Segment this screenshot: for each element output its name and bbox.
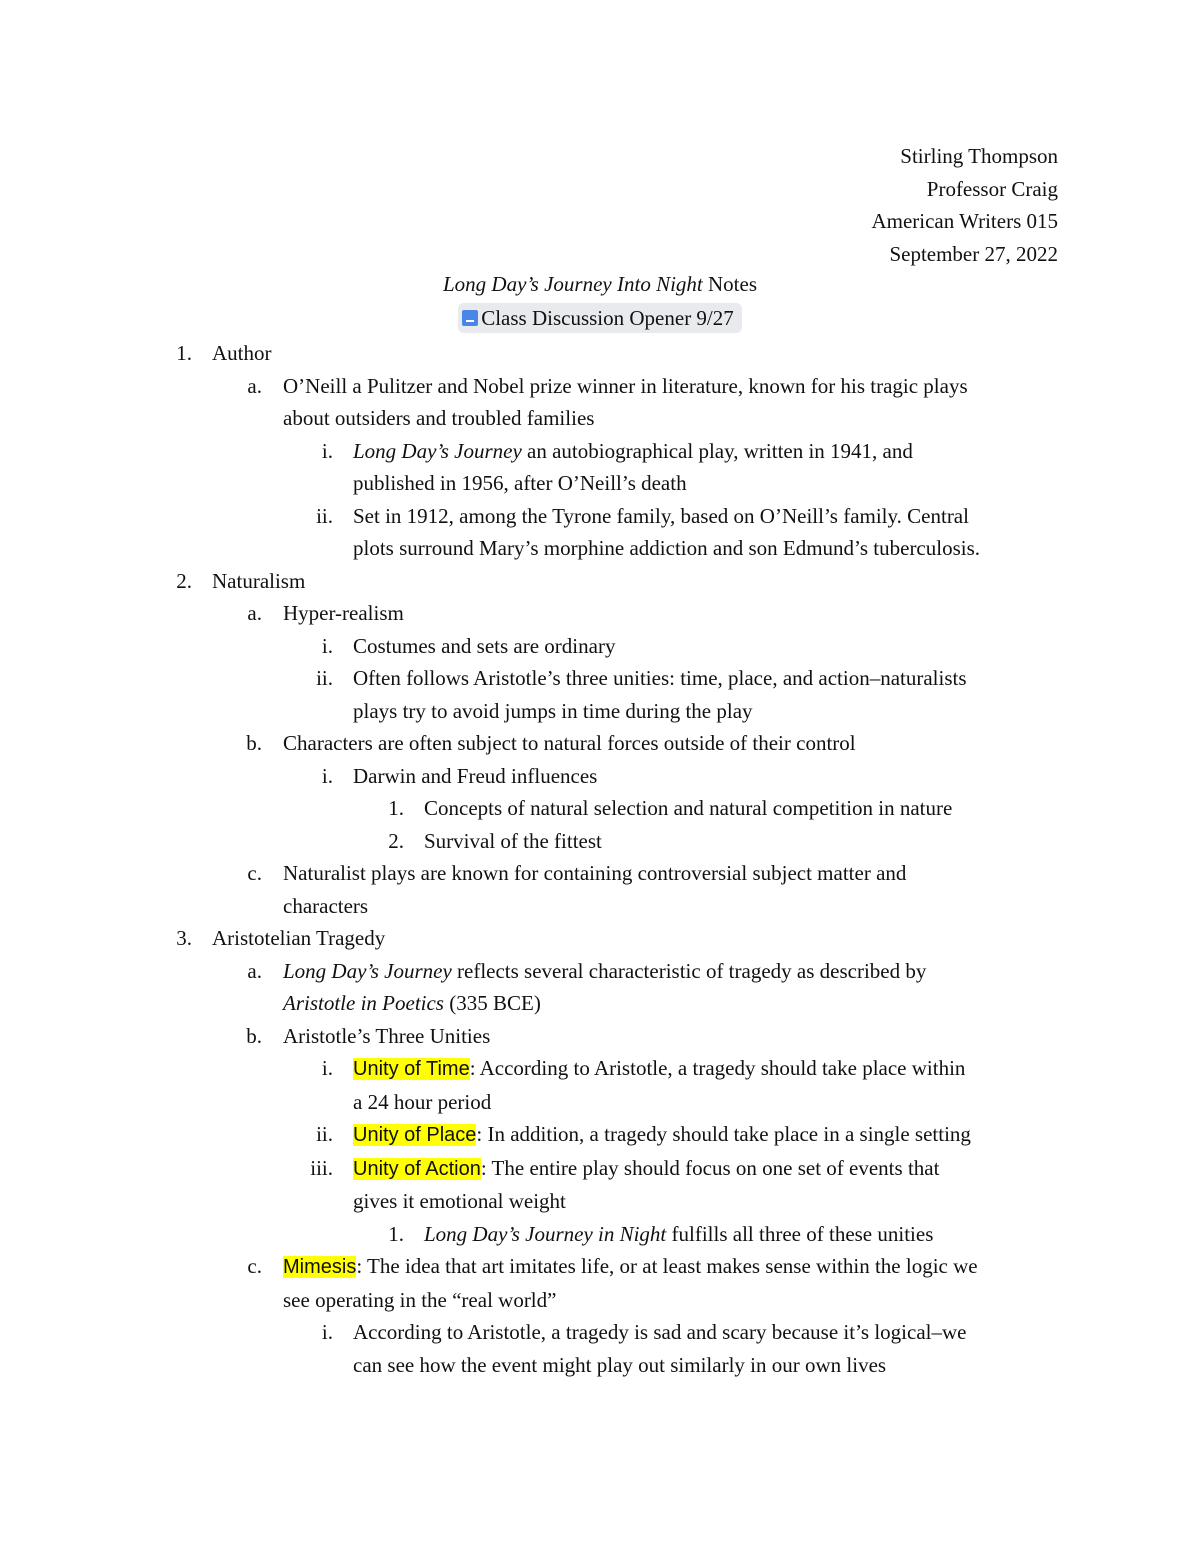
student-name: Stirling Thompson [900, 144, 1058, 168]
outline-continuation [0, 890, 1200, 923]
outline-italic-text: Long Day’s Journey [353, 438, 522, 463]
outline-item [0, 1052, 1200, 1086]
outline-text: Survival of the fittest [424, 828, 602, 853]
outline-text: can see how the event might play out similarly in our own lives [353, 1352, 887, 1377]
document-date: September 27, 2022 [889, 241, 1058, 266]
outline-item [0, 1316, 1200, 1349]
list-marker: i. [321, 1320, 333, 1344]
outline-text: : According to Aristotle, a tragedy should take place within [469, 1056, 966, 1080]
outline-item [0, 825, 1200, 858]
list-marker: 1. [176, 341, 192, 365]
outline-text: Darwin and Freud influences [353, 763, 598, 788]
outline-continuation [0, 1349, 1200, 1382]
outline-text: Naturalist plays are known for containing controversial subject matter and [283, 861, 907, 885]
outline-item [0, 857, 1200, 890]
outline-continuation [0, 402, 1200, 435]
outline-text: plots surround Mary’s morphine addiction and son Edmund’s tuberculosis. [353, 536, 981, 560]
outline-text: Author [212, 341, 272, 365]
outline-item [0, 792, 1200, 825]
outline-continuation [0, 695, 1200, 728]
outline-item [0, 630, 1200, 663]
notes-outline [0, 337, 1200, 1381]
outline-text: gives it emotional weight [353, 1189, 566, 1213]
list-marker: ii. [316, 666, 333, 690]
list-marker: a. [247, 373, 262, 398]
outline-italic-text: Long Day’s Journey in Night [424, 1221, 667, 1246]
outline-continuation [0, 467, 1200, 500]
list-marker: i. [321, 633, 333, 658]
document-header [871, 140, 1058, 270]
outline-text: Characters are often subject to natural forces outside of their control [283, 731, 856, 755]
professor-name: Professor Craig [926, 176, 1058, 201]
list-marker: 1. [388, 796, 404, 820]
outline-text: Hyper-realism [283, 601, 404, 625]
outline-continuation [0, 1185, 1200, 1218]
course-name: American Writers 015 [871, 209, 1058, 233]
outline-text: Concepts of natural selection and natural competition in nature [424, 796, 953, 820]
outline-item [0, 597, 1200, 630]
outline-item [0, 727, 1200, 760]
list-marker: 1. [388, 1221, 404, 1246]
outline-text: : The idea that art imitates life, or at least makes sense within the logic we [356, 1254, 978, 1278]
list-marker: i. [321, 1056, 333, 1080]
outline-item [0, 1020, 1200, 1053]
outline-item [0, 955, 1200, 988]
outline-item [0, 1152, 1200, 1186]
outline-text: an autobiographical play, written in 1941, and [521, 438, 913, 463]
highlighted-term: Unity of Place [353, 1124, 477, 1146]
list-marker: iii. [310, 1155, 333, 1180]
outline-item [0, 500, 1200, 533]
list-marker: 2. [176, 568, 192, 593]
outline-item [0, 370, 1200, 403]
outline-text: (335 BCE) [443, 991, 541, 1015]
outline-continuation [0, 1086, 1200, 1119]
outline-text: reflects several characteristic of tragedy as described by [451, 958, 927, 983]
outline-continuation [0, 532, 1200, 565]
outline-continuation [0, 987, 1200, 1020]
outline-text: about outsiders and troubled families [283, 406, 595, 430]
outline-italic-text: Long Day’s Journey [283, 958, 452, 983]
linked-document-label: Class Discussion Opener 9/27 [481, 306, 734, 330]
outline-text: a 24 hour period [353, 1089, 492, 1114]
outline-item [0, 922, 1200, 955]
outline-text: Set in 1912, among the Tyrone family, based on O’Neill’s family. Central [353, 503, 969, 528]
list-marker: c. [247, 1254, 262, 1278]
outline-text: Aristotle’s Three Unities [283, 1023, 491, 1048]
outline-item [0, 565, 1200, 598]
highlighted-term: Mimesis [283, 1256, 357, 1278]
outline-text: see operating in the “real world” [283, 1287, 557, 1312]
list-marker: ii. [316, 503, 333, 528]
list-marker: b. [246, 1023, 262, 1048]
highlighted-term: Unity of Action [353, 1157, 481, 1180]
outline-item [0, 760, 1200, 793]
highlighted-term: Unity of Time [353, 1058, 470, 1080]
outline-text: published in 1956, after O’Neill’s death [353, 471, 687, 495]
list-marker: b. [246, 731, 262, 755]
outline-text: O’Neill a Pulitzer and Nobel prize winner in literature, known for his tragic plays [283, 373, 968, 398]
outline-text: According to Aristotle, a tragedy is sad and scary because it’s logical–we [353, 1320, 967, 1344]
outline-text: Naturalism [212, 568, 306, 593]
list-marker: a. [247, 601, 262, 625]
outline-item [0, 662, 1200, 695]
document-title [0, 268, 1200, 301]
outline-continuation [0, 1284, 1200, 1317]
outline-item [0, 1118, 1200, 1152]
outline-item [0, 337, 1200, 370]
outline-text: : The entire play should focus on one set of events that [480, 1155, 940, 1180]
outline-text: : In addition, a tragedy should take place in a single setting [476, 1122, 971, 1146]
outline-item [0, 435, 1200, 468]
outline-text: Often follows Aristotle’s three unities: time, place, and action–naturalists [353, 666, 967, 690]
list-marker: c. [247, 861, 262, 885]
outline-item [0, 1250, 1200, 1284]
outline-text: fulfills all three of these unities [666, 1221, 934, 1246]
list-marker: 2. [388, 828, 404, 853]
outline-text: characters [283, 893, 369, 918]
list-marker: i. [321, 438, 333, 463]
list-marker: a. [247, 958, 262, 983]
title-play-name: Long Day’s Journey Into Night [442, 272, 703, 296]
smart-chip-row [0, 303, 1200, 333]
outline-text: Aristotelian Tragedy [212, 926, 386, 950]
document-icon [462, 310, 478, 326]
title-suffix: Notes [702, 272, 757, 296]
outline-italic-text: Aristotle in Poetics [283, 991, 444, 1015]
list-marker: ii. [316, 1122, 333, 1146]
list-marker: i. [321, 763, 333, 788]
outline-item [0, 1218, 1200, 1251]
outline-text: plays try to avoid jumps in time during the play [353, 698, 753, 723]
outline-text: Costumes and sets are ordinary [353, 633, 616, 658]
linked-document-chip[interactable] [458, 303, 742, 333]
list-marker: 3. [176, 926, 192, 950]
